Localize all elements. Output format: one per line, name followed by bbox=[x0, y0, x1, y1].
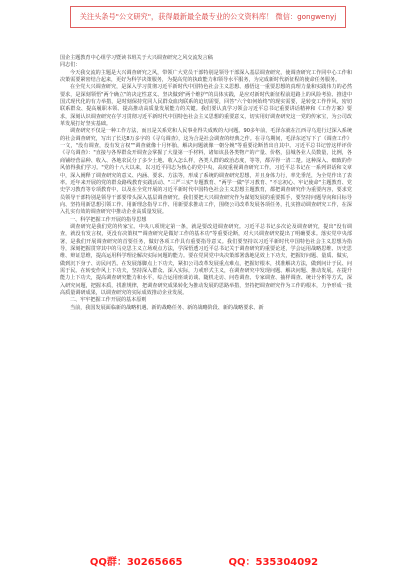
document-body bbox=[60, 55, 352, 312]
section-heading: 一、科学把握工作开展的指导思想 bbox=[70, 216, 147, 223]
footer-contact bbox=[0, 553, 408, 569]
section-heading: 二、牢牢把握工作开展的基本原则 bbox=[70, 297, 147, 304]
paragraph: 在全党大兴调查研究，是深入学习贯彻习近平新时代中国特色社会主义思想、感悟这一重要思想的真理力量和实践伟力的必然要求，是深刻领悟"两个确立"的决定性意义、坚决做到"两个维护"的具体实践，是应对新时代新征程前进路上的风险考验、推进中国式现代化的有力举措，是时刻保持党同人民群众血肉联系的迫切需要，回答"六个如何始终"的现实需要，是转变工作作风、密切联系群众、提高履职本领、提高推动高质量发展能力的关键。我们要认真学习领会习近平总书记重要讲话精神和《工作方案》要求，深刻认识调查研究在学习贯彻习近平新时代中国特色社会主义思想的重要意义，切实用好调查研究这一党的传家宝，为公司改革发展打好坚实基础。 bbox=[60, 84, 352, 128]
paragraph: 今天我交流的主题是大兴调查研究之风，带领广大党员干部特别是领导干部深入基层调查研究，使调查研究工作同中心工作和决策需要紧密结合起来，更好为科学决策服务，为提高党的执政能力和领导水平服务，为完成新时代新征程的使命任务服务。 bbox=[60, 69, 352, 84]
paragraph: 调查研究不仅是一种工作方法，而且是关系党和人民事业得失成败的大问题。90多年前，毛泽东就在江西寻乌进行过深入系统的社会调查研究，写出了长达8万多字的《寻乌调查》，这为合是社会调查的经典之作。在寻乌期间，毛泽东还写下了《调查工作》一文，"没有调查，没有发言权""调查就像十月怀胎，解决问题就像一朝分娩"等重要论断皆出自其中。习近平总书记曾这样评价《寻乌调查》："直接与各界群众开调查会掌握了大量第一手材料，诸如该县各类物产的产量、价格，县城各业人员数量，比例，各商铺经营品种、收入、各地农民分了多少土地、收入怎么样，各类人群的政治态度，等等，都弄得一清二楚。这种深入、细致的作风值得我们学习。"党的十八大以来，以习近平同志为核心的党中央，高度重视调查研究工作。习近平总书记在一系列讲话和文章中，深入阐释了调查研究的意义、内涵、要求、方法等，形成了系统的调查研究思想，并且身体力行，率先垂范，为全党作出了表率。近年来开展的党的群众路线教育实践活动、"三严三实"专题教育、"两学一做"学习教育、"不忘初心、牢记使命"主题教育、党史学习教育等专项教育中，以及在全党开展的习近平新时代中国特色社会主义思想主题教育，都把调查研究作为重要内容，要求党员领导干部特别是领导干部要带头深入基层调查研究。我们要把大兴调查研究作为谋划发展的重要抓手，要坚持问题导向和目标导向、坚持用新思想引领工作、用新理念指导工作、用新要求推动工作，围绕公司改革发展各项任务，扎实推动调查研究工作，在深入扎实有效的调查研究中推动企业高质量发展。 bbox=[60, 128, 352, 216]
qq-text: QQ：535304092 bbox=[228, 557, 319, 568]
promo-banner bbox=[70, 6, 346, 28]
document-title: 国企主题教育中心组学习暨读书班关于大兴调查研究之风交流发言稿 bbox=[60, 55, 213, 61]
paragraph: 调查研究是我们党的传家宝。中央八项规定第一条，就是要改进调查研究。习近平总书记多次论及调查研究，提出"没有调查，就没有发言权，更没有决策权""调查研究是做好工作的基本功"等重要论断，对大兴调查研究提出了明确要求。落实党中央部署，是我们开展调查研究的首要任务，做好各项工作具有重要指导意义。我们要坚持以习近平新时代中国特色社会主义思想为指导，深刻把握贯穿其中的马克思主义立场观点方法，学深悟透习近平总书记关于调查研究的重要论述，学会运用战略思维、历史思维、辩证思维，提高运用科学理论解决实际问题的能力。要在党同党中央决策部署落地见效上下功夫，把握好问题、量质、做实，做到沉下身子、访民问苦。在发展落脚点上下功夫，紧扣公司改革发展重点难点，把握好根本，找准解决方法，做到问计于民、问需于民。在转变作风上下功夫，坚持深入群众、深入实际，力戒形式主义，在调查研究中发现问题、解决问题、推动发展。在提升能力上下功夫，提高调查研究能力和水平，综合运用座谈访谈、随机走访、问卷调查、专家调查、抽样调查、统计分析等方式，深入研究问题，把握本质，找准规律，把调查研究成果转化为推动发展的思路举措，坚持把调查研究作为工作的根本，力争形成一批高质量调研成果，以调查研究的实际成效推动企业发展。 bbox=[60, 223, 352, 296]
paragraph: 当前，我国发展面临新的战略机遇、新的战略任务、新的战略阶段、新的战略要求、新 bbox=[70, 304, 264, 311]
greeting: 同志们： bbox=[60, 62, 81, 69]
qq-group-text: QQ群：30265665 bbox=[89, 557, 183, 568]
promo-banner-text: 关注头条号"公文研究"，获得最新最全最专业的公文资料库！ 微信：gongwenyj bbox=[79, 12, 337, 21]
